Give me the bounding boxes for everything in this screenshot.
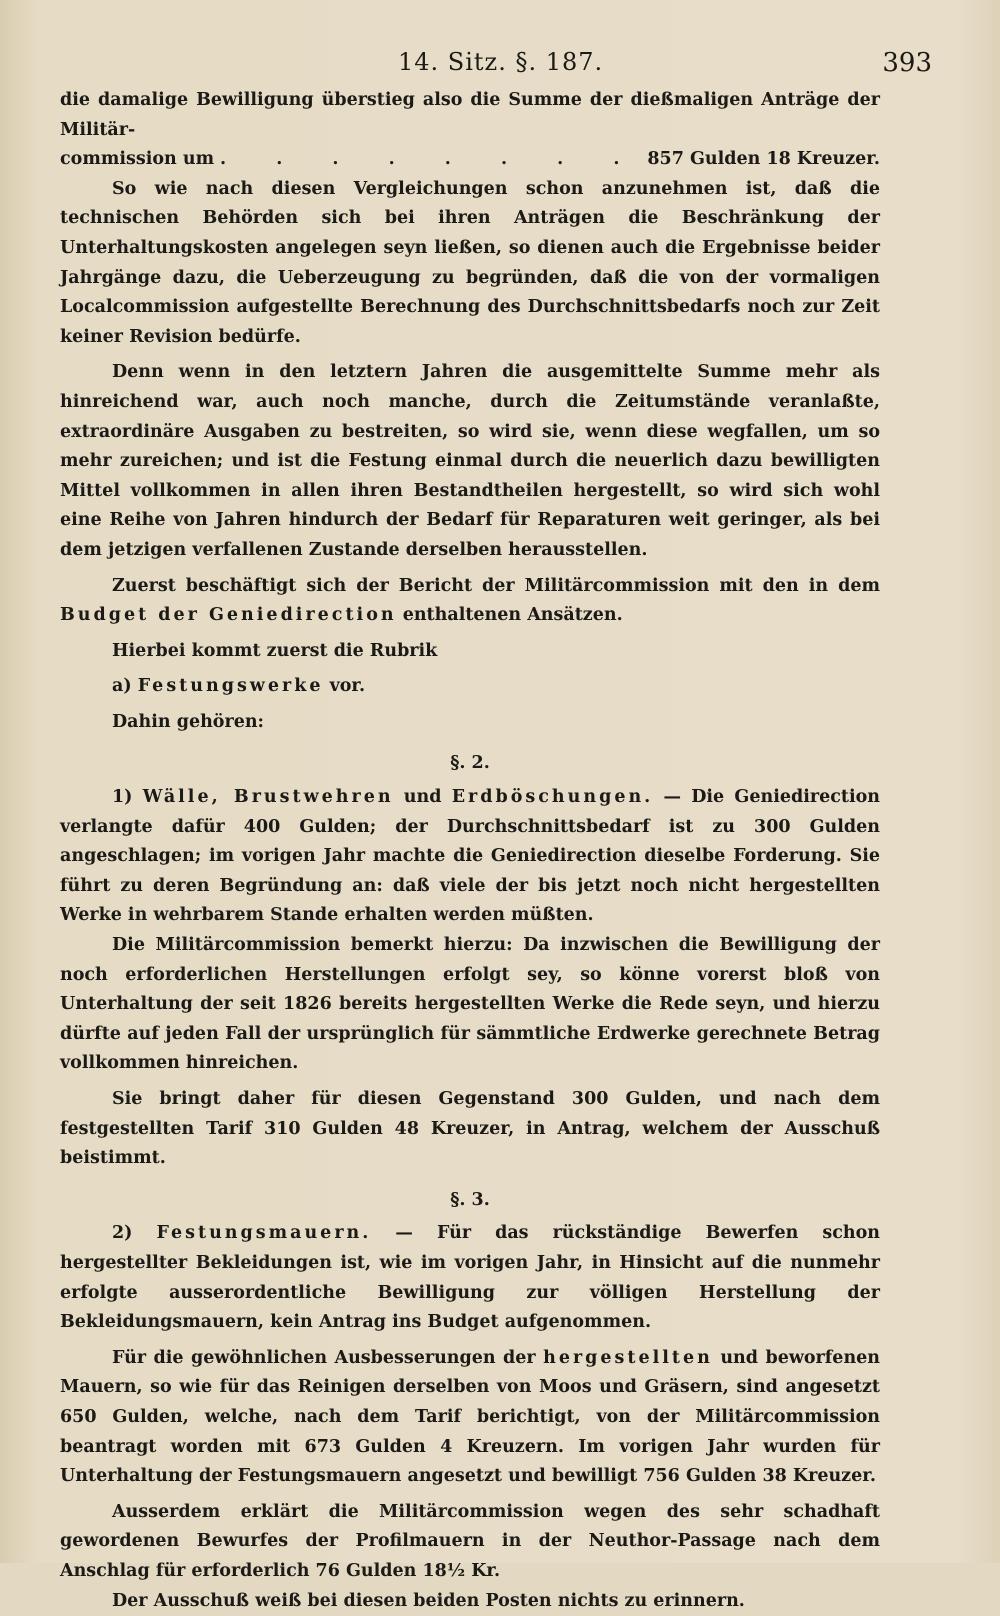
section3-paragraph-4: Der Ausschuß weiß bei diesen beiden Posten nichts zu erinnern. bbox=[60, 1587, 880, 1616]
paragraph-continuation bbox=[60, 86, 880, 145]
amount-label: commission um bbox=[60, 145, 214, 175]
section3-paragraph-1 bbox=[60, 1219, 880, 1337]
section2-paragraph-2: Die Militärcommission bemerkt hierzu: Da inzwischen die Bewilligung der noch erforderlichen Herstellungen erfolgt sey, so könne vorerst bloß von Unterhaltung der seit 1826 bereits hergestellten Werke die Rede seyn, und hierzu dürfte auf jeden Fall der ursprünglich für sämmtliche Erdwerke gerechnete Betrag vollkommen hinreichen. bbox=[60, 931, 880, 1079]
s2-item-prefix: 1) bbox=[112, 787, 132, 807]
paragraph-rubric-a bbox=[60, 672, 880, 702]
s3-p2-spaced: hergestellten bbox=[543, 1348, 713, 1368]
budget-intro-start: Zuerst beschäftigt sich der Bericht der Militärcommission mit den in dem bbox=[112, 576, 880, 596]
section-heading-2: §. 2. bbox=[60, 749, 880, 779]
paragraph-rubric: Hierbei kommt zuerst die Rubrik bbox=[60, 637, 880, 667]
running-head: 14. Sitz. §. 187. bbox=[398, 48, 603, 76]
section-heading-3: §. 3. bbox=[60, 1186, 880, 1216]
paragraph-recent-years: Denn wenn in den letztern Jahren die ausgemittelte Summe mehr als hinreichend war, auch noch manche, durch die Zeitumstände veranlaßte, extraordinäre Ausgaben zu bestreiten, so wird sie, wenn diese wegfallen, um so mehr zureichen; und ist die Festung einmal durch die neuerlich dazu bewilligten Mittel vollkommen in allen ihren Bestandtheilen hergestellt, so wird sich wohl eine Reihe von Jahren hindurch der Bedarf für Reparaturen weit geringer, als bei dem jetzigen verfallenen Zustande derselben herausstellen. bbox=[60, 358, 880, 565]
budget-intro-end: enthaltenen Ansätzen. bbox=[403, 605, 623, 625]
section3-paragraph-2 bbox=[60, 1344, 880, 1492]
s2-item-title-2: Erdböschungen. bbox=[452, 787, 654, 807]
s3-p2-start: Für die gewöhnlichen Ausbesserungen der bbox=[112, 1348, 536, 1368]
budget-geniedirection: Budget der Geniedirection bbox=[60, 605, 397, 625]
page-number: 393 bbox=[882, 48, 932, 78]
amount-line bbox=[60, 145, 880, 175]
s2-item-und: und bbox=[404, 787, 442, 807]
page-body bbox=[60, 86, 880, 1616]
section2-paragraph-3: Sie bringt daher für diesen Gegenstand 300 Gulden, und nach dem festgestellten Tarif 310 Gulden 48 Kreuzer, in Antrag, welchem der Ausschuß beistimmt. bbox=[60, 1085, 880, 1174]
rubric-a-title: Festungswerke bbox=[138, 676, 324, 696]
leader-dots: . . . . . . . . bbox=[220, 145, 641, 175]
s3-item-prefix: 2) bbox=[112, 1223, 132, 1243]
s3-p2-rest: und beworfenen Mauern, so wie für das Reinigen derselben von Moos und Gräsern, sind angesetzt 650 Gulden, welche, nach dem Tarif berichtigt, von der Militärcommission beantragt worden mit 673 Gulden 4 Kreuzern. Im vorigen Jahr wurden für Unterhaltung der Festungsmauern angesetzt und bewilligt 756 Gulden 38 Kreuzer. bbox=[60, 1348, 880, 1486]
paragraph-comparison: So wie nach diesen Vergleichungen schon anzunehmen ist, daß die technischen Behörden sich bei ihren Anträgen die Beschränkung der Unterhaltungskosten angelegen seyn ließen, so dienen auch die Ergebnisse beider Jahrgänge dazu, die Ueberzeugung zu begründen, daß die von der vormaligen Localcommission aufgestellte Berechnung des Durchschnittsbedarfs noch zur Zeit keiner Revision bedürfe. bbox=[60, 175, 880, 353]
rubric-a-end: vor. bbox=[330, 676, 366, 696]
amount-value: 857 Gulden 18 Kreuzer. bbox=[647, 145, 880, 175]
paragraph-dahin: Dahin gehören: bbox=[60, 708, 880, 738]
paragraph-budget-intro bbox=[60, 572, 880, 631]
page-header bbox=[60, 48, 880, 86]
section2-paragraph-1 bbox=[60, 783, 880, 931]
s3-item-text: — Für das rückständige Bewerfen schon hergestellter Bekleidungen ist, wie im vorigen Jahr, in Hinsicht auf die nunmehr erfolgte ausserordentliche Bewilligung zur völligen Herstellung der Bekleidungsmauern, kein Antrag ins Budget aufgenommen. bbox=[60, 1223, 880, 1332]
s2-item-text: — Die Geniedirection verlangte dafür 400 Gulden; der Durchschnittsbedarf ist zu 300 Gulden angeschlagen; im vorigen Jahr machte die Geniedirection dieselbe Forderung. Sie führt zu deren Begründung an: daß viele der bis jetzt noch nicht hergestellten Werke in wehrbarem Stande erhalten werden müßten. bbox=[60, 787, 880, 925]
continuation-line-1: die damalige Bewilligung überstieg also die Summe der dießmaligen Anträge der Militär- bbox=[60, 90, 880, 140]
rubric-a-prefix: a) bbox=[112, 676, 132, 696]
section3-paragraph-3: Ausserdem erklärt die Militärcommission wegen des sehr schadhaft gewordenen Bewurfes der Profilmauern in der Neuthor-Passage nach dem Anschlag für erforderlich 76 Gulden 18½ Kr. bbox=[60, 1498, 880, 1587]
s3-item-title: Festungsmauern. bbox=[157, 1223, 372, 1243]
s2-item-title: Wälle, Brustwehren bbox=[143, 787, 394, 807]
